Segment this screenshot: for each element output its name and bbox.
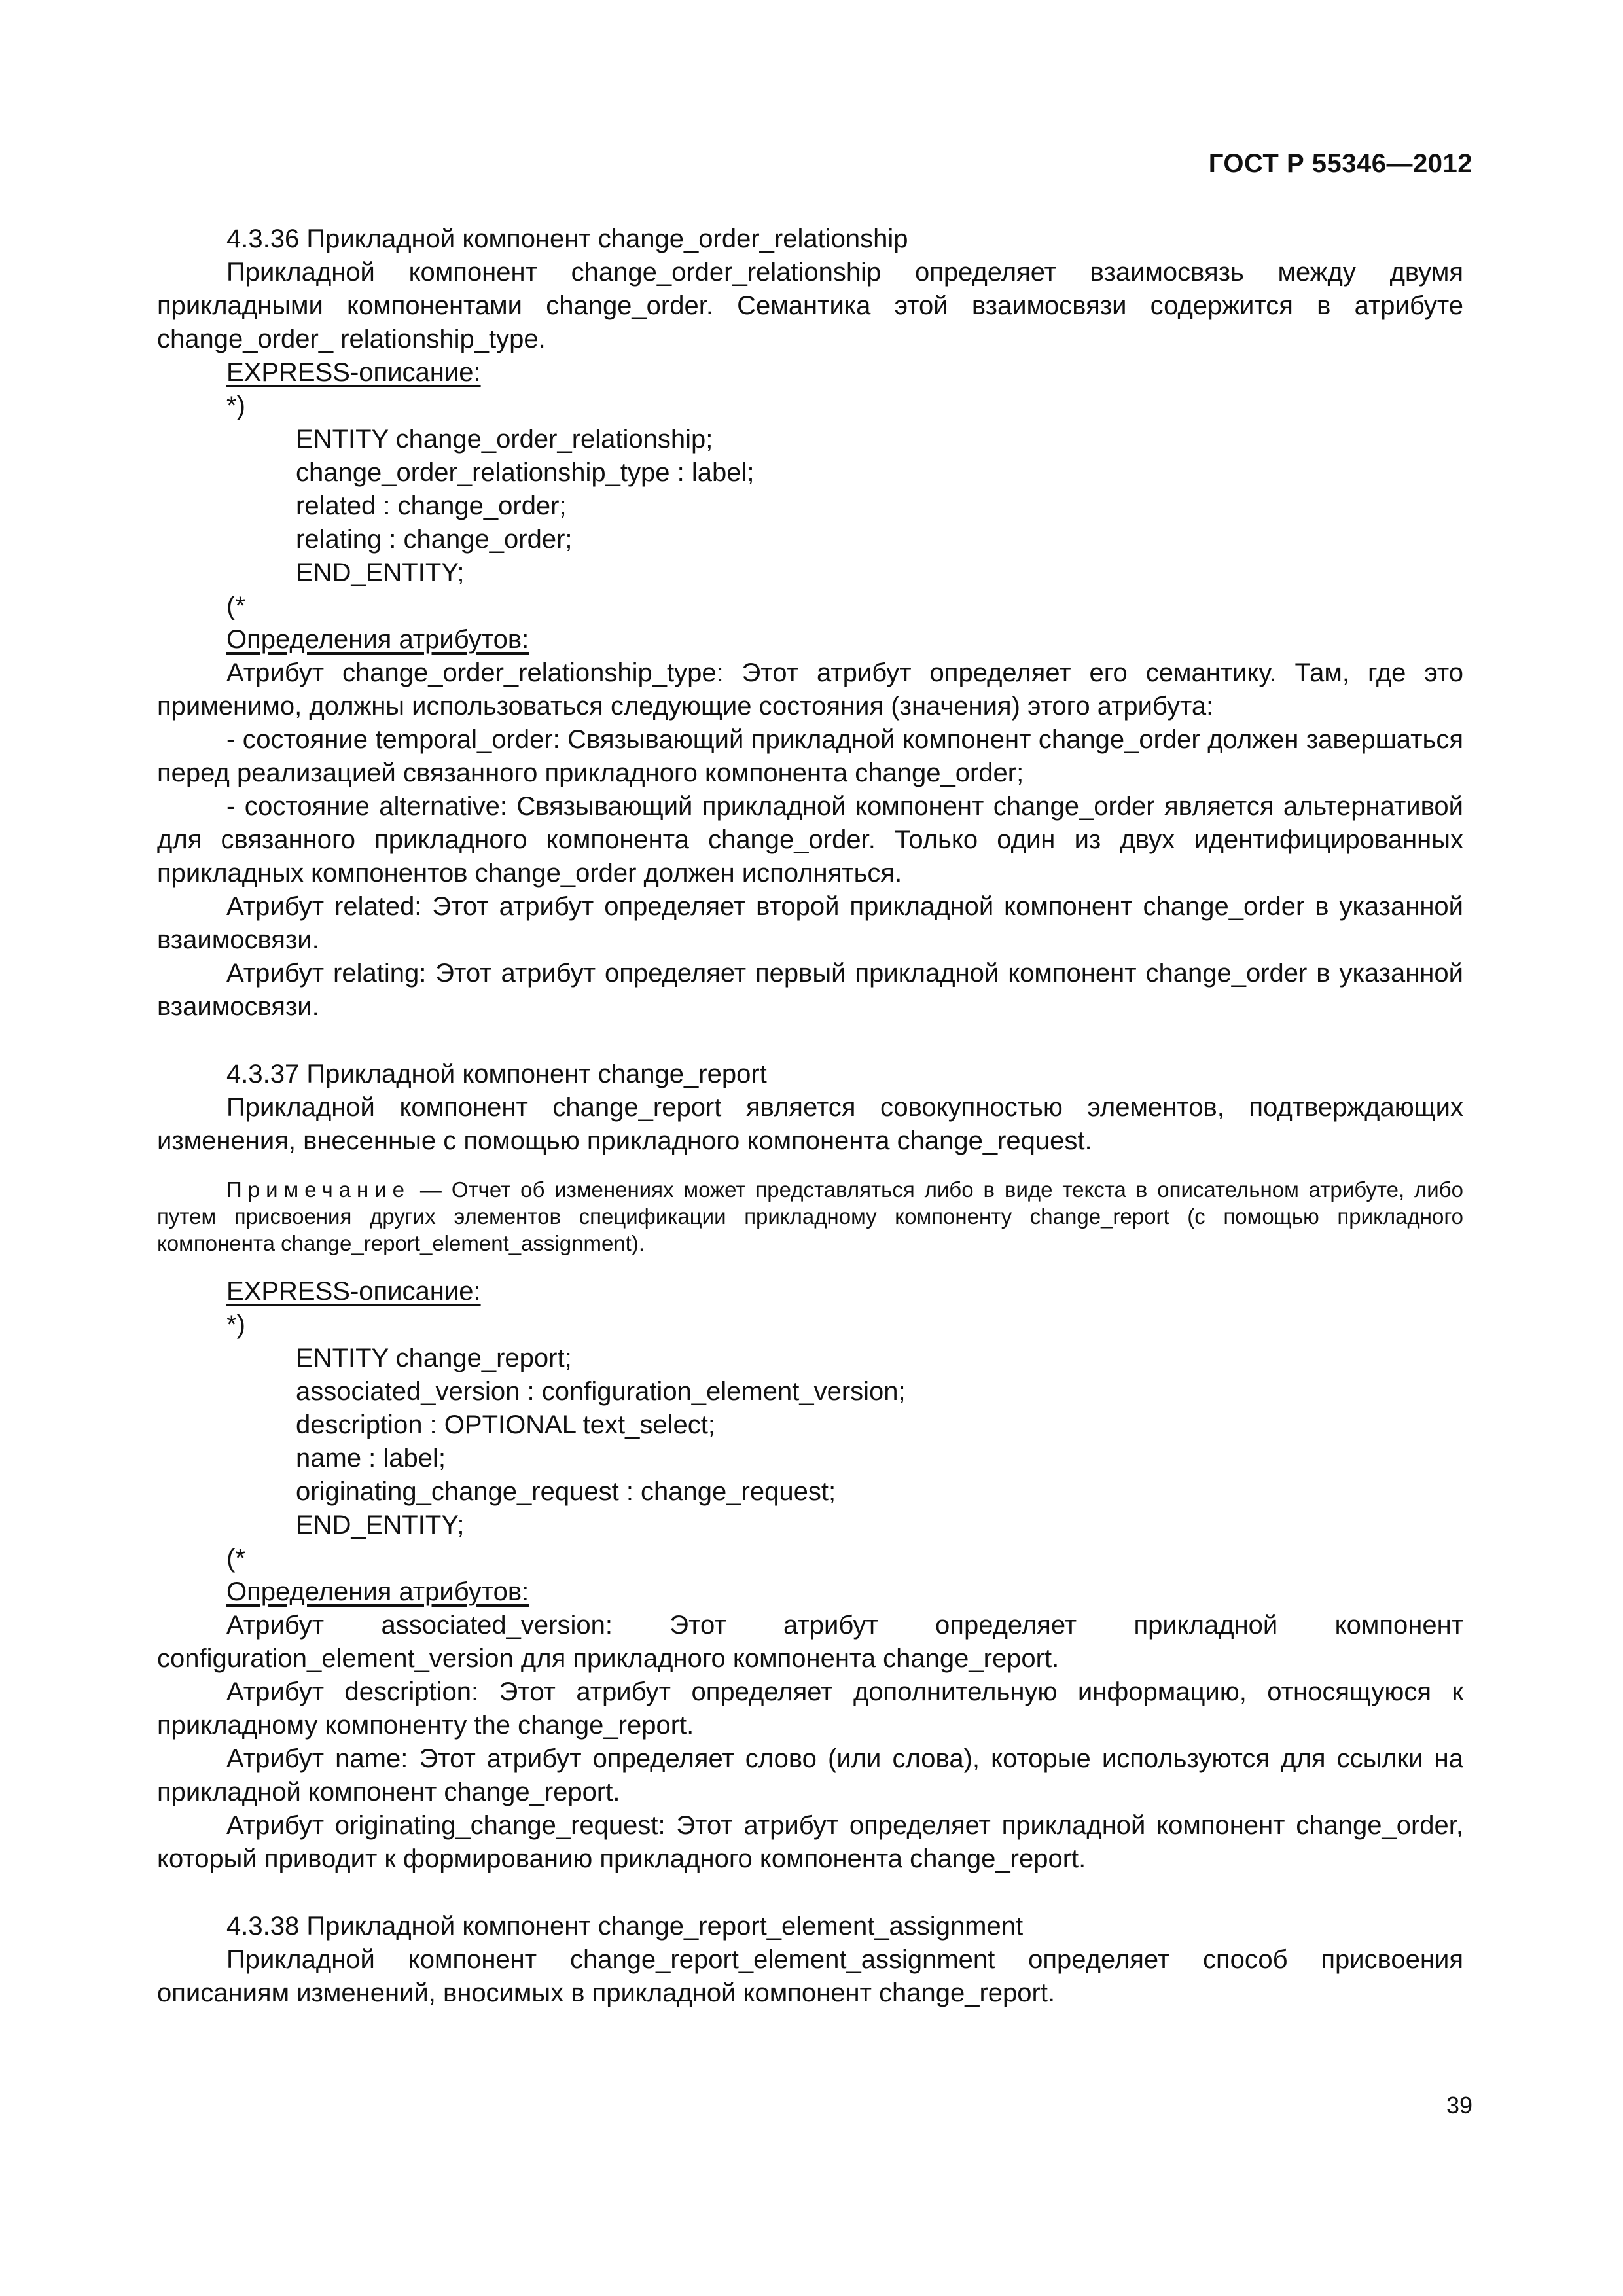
definitions-label-text: Определения атрибутов:	[226, 625, 529, 654]
code-line: originating_change_request : change_request;	[296, 1477, 836, 1506]
attribute-definition: Атрибут relating: Этот атрибут определяет первый прикладной компонент change_order в указанной взаимосвязи.	[157, 959, 1463, 1021]
express-label	[157, 356, 1463, 389]
page-number: 39	[1446, 2092, 1472, 2119]
attribute-definition: Атрибут name: Этот атрибут определяет слово (или слова), которые используются для ссылки на прикладной компонент change_report.	[157, 1744, 1463, 1806]
document-standard-id: ГОСТ Р 55346—2012	[1208, 149, 1472, 178]
code-line: description : OPTIONAL text_select;	[296, 1410, 715, 1439]
page-content	[157, 223, 1463, 2010]
attribute-definition: - состояние temporal_order: Связывающий прикладной компонент change_order должен завершаться перед реализацией связанного прикладного компонента change_order;	[157, 725, 1463, 787]
code-line: change_order_relationship_type : label;	[296, 458, 755, 487]
definitions-label	[157, 1575, 1463, 1609]
attribute-definition: Атрибут associated_version: Этот атрибут определяет прикладной компонент configuration_element_version для прикладного компонента change_report.	[157, 1611, 1463, 1673]
attribute-definition: Атрибут originating_change_request: Этот атрибут определяет прикладной компонент change_order, который приводит к формированию прикладного компонента change_report.	[157, 1811, 1463, 1873]
express-close-marker: (*	[226, 1544, 245, 1573]
express-label-text: EXPRESS-описание:	[226, 1277, 481, 1306]
code-line: related : change_order;	[296, 492, 567, 520]
section-heading-4-3-38: 4.3.38 Прикладной компонент change_report_element_assignment	[226, 1912, 1024, 1941]
section-intro-4-3-37: Прикладной компонент change_report является совокупностью элементов, подтверждающих изменения, внесенные с помощью прикладного компонента change_request.	[157, 1093, 1463, 1155]
code-line: ENTITY change_order_relationship;	[296, 425, 713, 454]
note-label: Примечание	[226, 1177, 411, 1202]
note-text: — Отчет об изменениях может представляться либо в виде текста в описательном атрибуте, либо путем присвоения других элементов спецификации прикладному компоненту change_report (с помощью прикладного компонента change_report_element_assignment).	[157, 1177, 1463, 1255]
attribute-definition: Атрибут related: Этот атрибут определяет второй прикладной компонент change_order в указанной взаимосвязи.	[157, 892, 1463, 954]
section-intro-4-3-38: Прикладной компонент change_report_element_assignment определяет способ присвоения описаниям изменений, вносимых в прикладной компонент change_report.	[157, 1945, 1463, 2007]
attribute-definition: Атрибут description: Этот атрибут определяет дополнительную информацию, относящуюся к прикладному компоненту the change_report.	[157, 1677, 1463, 1740]
note-spacer	[157, 1257, 1463, 1275]
express-label-text: EXPRESS-описание:	[226, 358, 481, 387]
note-spacer	[157, 1158, 1463, 1176]
section-spacer	[157, 1876, 1463, 1910]
code-line: END_ENTITY;	[296, 1511, 465, 1539]
section-spacer	[157, 1024, 1463, 1058]
express-open-marker: *)	[226, 1310, 245, 1339]
express-open-marker: *)	[226, 391, 245, 420]
section-heading-4-3-37: 4.3.37 Прикладной компонент change_report	[226, 1060, 767, 1088]
section-heading-4-3-36: 4.3.36 Прикладной компонент change_order_relationship	[226, 224, 908, 253]
attribute-definition: - состояние alternative: Связывающий прикладной компонент change_order является альтернативой для связанного прикладного компонента change_order. Только один из двух идентифицированных прикладных компонентов change_order должен исполняться.	[157, 792, 1463, 888]
attribute-definition: Атрибут change_order_relationship_type: Этот атрибут определяет его семантику. Там, где это применимо, должны использоваться следующие состояния (значения) этого атрибута:	[157, 658, 1463, 721]
code-line: associated_version : configuration_element_version;	[296, 1377, 906, 1406]
express-label	[157, 1275, 1463, 1308]
definitions-label-text: Определения атрибутов:	[226, 1577, 529, 1606]
code-line: name : label;	[296, 1444, 446, 1473]
code-line: ENTITY change_report;	[296, 1344, 572, 1372]
code-line: relating : change_order;	[296, 525, 573, 554]
section-intro-4-3-36: Прикладной компонент change_order_relationship определяет взаимосвязь между двумя прикладными компонентами change_order. Семантика этой взаимосвязи содержится в атрибуте change_order_ relationship_type.	[157, 258, 1463, 353]
note	[157, 1176, 1463, 1257]
express-close-marker: (*	[226, 592, 245, 620]
definitions-label	[157, 623, 1463, 656]
code-line: END_ENTITY;	[296, 558, 465, 587]
